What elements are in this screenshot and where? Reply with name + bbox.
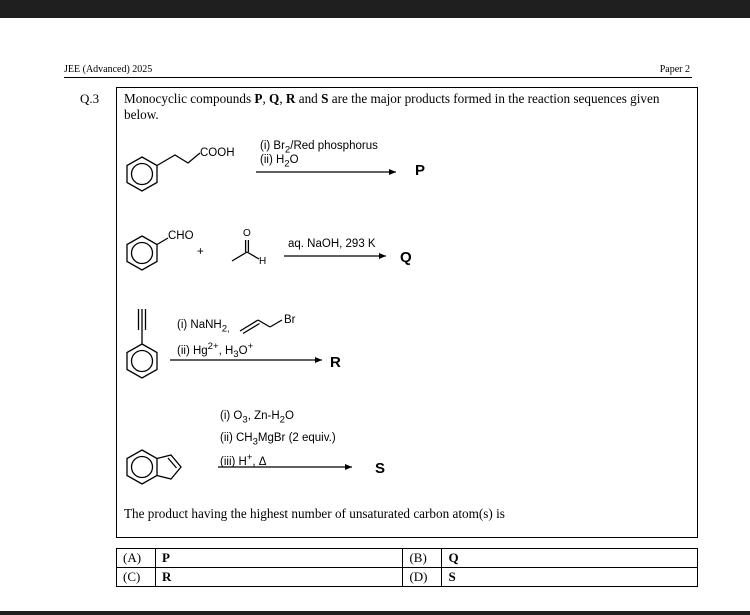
exam-title: JEE (Advanced) 2025 (64, 64, 153, 75)
option-d-value[interactable]: S (442, 568, 698, 587)
conditions-1-step-1: (i) $Br_2$/Red phosphorus (260, 140, 378, 156)
option-b-label[interactable]: (B) (403, 549, 442, 568)
conditions-2: aq. NaOH, 293 K (288, 238, 376, 250)
allyl-bromide-br: Br (284, 314, 296, 326)
bottom-bar (0, 611, 750, 615)
product-s: S (375, 460, 386, 477)
question-intro: Monocyclic compounds P, Q, R and S are the major products formed in the reaction sequences given below. (124, 91, 660, 122)
product-p: P (415, 162, 426, 179)
benzene-ring-3 (127, 344, 157, 378)
indene-structure (127, 450, 181, 484)
conditions-3-step-1: (i) NaNH$_{2,}$ (177, 319, 230, 335)
substituent-cooh: COOH (200, 147, 235, 159)
alkyne-triple-bond (139, 309, 146, 330)
acetaldehyde-hydrogen: H (259, 256, 267, 267)
question-number: Q.3 (80, 91, 100, 106)
product-r: R (330, 354, 341, 371)
option-b-value[interactable]: Q (442, 549, 698, 568)
benzene-ring-2 (127, 236, 157, 270)
conditions-3-step-2: (ii) $Hg^{2+}$, $H_3O^+$ (177, 341, 254, 361)
paper-label: Paper 2 (659, 64, 690, 75)
conditions-4-step-3: (iii) H+, Δ (220, 452, 267, 468)
aldehyde-bond (157, 238, 168, 245)
question-stem: The product having the highest number of unsaturated carbon atom(s) is (124, 506, 505, 521)
benzene-ring-1 (127, 157, 157, 191)
option-a-label[interactable]: (A) (117, 549, 156, 568)
option-c-value[interactable]: R (156, 568, 403, 587)
substituent-cho: CHO (168, 230, 194, 242)
product-q: Q (400, 249, 412, 266)
propanoic-chain (157, 153, 200, 166)
plus-sign: + (197, 246, 204, 258)
conditions-4-step-1: (i) $O_3$, $Zn-H_2O$ (220, 410, 294, 426)
acetaldehyde-structure (232, 240, 259, 261)
option-a-value[interactable]: P (156, 549, 403, 568)
conditions-4-step-2: (ii) $CH_3MgBr$ (2 equiv.) (220, 432, 336, 448)
option-d-label[interactable]: (D) (403, 568, 442, 587)
allyl-bromide-structure (240, 320, 282, 334)
option-c-label[interactable]: (C) (117, 568, 156, 587)
options-table (116, 548, 698, 587)
conditions-1-step-2: (ii) $H_2O$ (260, 154, 299, 170)
options-row-1 (117, 549, 698, 568)
acetaldehyde-oxygen: O (243, 228, 251, 239)
options-row-2 (117, 568, 698, 587)
